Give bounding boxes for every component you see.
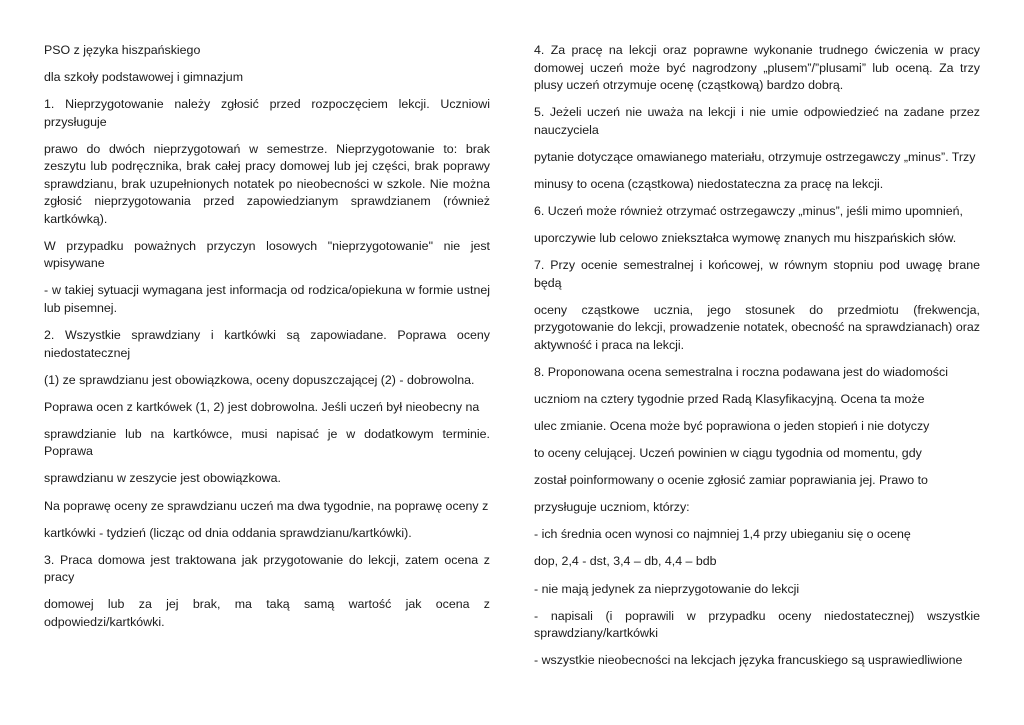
paragraph: 5. Jeżeli uczeń nie uważa na lekcji i nie umie odpowiedzieć na zadane przez nauczyciela xyxy=(534,105,980,137)
paragraph: sprawdzianu w zeszycie jest obowiązkowa. xyxy=(44,471,281,486)
paragraph: 2. Wszystkie sprawdziany i kartkówki są zapowiadane. Poprawa oceny niedostatecznej xyxy=(44,328,490,360)
paragraph: 6. Uczeń może również otrzymać ostrzegawczy „minus”, jeśli mimo upomnień, xyxy=(534,203,963,218)
paragraph: 3. Praca domowa jest traktowana jak przygotowanie do lekcji, zatem ocena z pracy xyxy=(44,552,490,585)
paragraph: (1) ze sprawdzianu jest obowiązkowa, oceny dopuszczającej (2) - dobrowolna. xyxy=(44,372,475,387)
paragraph: uczniom na cztery tygodnie przed Radą Klasyfikacyjną. Ocena ta może xyxy=(534,391,925,406)
doc-subtitle: dla szkoły podstawowej i gimnazjum xyxy=(44,70,244,85)
paragraph: uporczywie lub celowo zniekształca wymowę znanych mu hiszpańskich słów. xyxy=(534,230,957,245)
paragraph: to oceny celującej. Uczeń powinien w ciągu tygodnia od momentu, gdy xyxy=(534,446,922,461)
paragraph: prawo do dwóch nieprzygotowań w semestrze. Nieprzygotowanie to: brak zeszytu lub podręcznika, brak całej pracy domowej lub jej części, brak poprawy sprawdzianu, brak uzupełnionych notatek po nieobecności w szkole. Nie można zgłosić nieprzygotowania przed zapowiedzianym sprawdzianem (również kartkówką). xyxy=(44,141,490,226)
paragraph: domowej lub za jej brak, ma taką samą wartość jak ocena z odpowiedzi/kartkówki. xyxy=(44,597,490,629)
paragraph: oceny cząstkowe ucznia, jego stosunek do przedmiotu (frekwencja, przygotowanie do lekcji, prowadzenie notatek, obecność na sprawdzianach) oraz aktywność i praca na lekcji. xyxy=(534,302,980,352)
paragraph: minusy to ocena (cząstkowa) niedostateczna za pracę na lekcji. xyxy=(534,176,884,191)
paragraph: przysługuje uczniom, którzy: xyxy=(534,500,690,515)
paragraph: - w takiej sytuacji wymagana jest informacja od rodzica/opiekuna w formie ustnej lub pisemnej. xyxy=(44,283,490,315)
paragraph: W przypadku poważnych przyczyn losowych "nieprzygotowanie" nie jest wpisywane xyxy=(44,238,490,271)
paragraph: Na poprawę oceny ze sprawdzianu uczeń ma dwa tygodnie, na poprawę oceny z xyxy=(44,498,489,513)
paragraph: kartkówki - tydzień (licząc od dnia oddania sprawdzianu/kartkówki). xyxy=(44,525,412,540)
paragraph: 1. Nieprzygotowanie należy zgłosić przed rozpoczęciem lekcji. Uczniowi przysługuje xyxy=(44,97,490,129)
list-item: - ich średnia ocen wynosi co najmniej 1,4 przy ubieganiu się o ocenę xyxy=(534,527,911,542)
paragraph: 8. Proponowana ocena semestralna i roczna podawana jest do wiadomości xyxy=(534,364,948,379)
left-column xyxy=(44,42,490,641)
paragraph: Poprawa ocen z kartkówek (1, 2) jest dobrowolna. Jeśli uczeń był nieobecny na xyxy=(44,399,480,414)
list-item: - wszystkie nieobecności na lekcjach języka francuskiego są usprawiedliwione xyxy=(534,653,963,668)
right-column xyxy=(534,42,980,679)
paragraph: ulec zmianie. Ocena może być poprawiona o jeden stopień i nie dotyczy xyxy=(534,418,930,433)
doc-title: PSO z języka hiszpańskiego xyxy=(44,43,201,57)
list-item: - nie mają jedynek za nieprzygotowanie do lekcji xyxy=(534,581,800,596)
paragraph: sprawdzianie lub na kartkówce, musi napisać je w dodatkowym terminie. Poprawa xyxy=(44,426,490,459)
paragraph: 7. Przy ocenie semestralnej i końcowej, w równym stopniu pod uwagę brane będą xyxy=(534,258,980,290)
paragraph: pytanie dotyczące omawianego materiału, otrzymuje ostrzegawczy „minus”. Trzy xyxy=(534,149,976,164)
paragraph: został poinformowany o ocenie zgłosić zamiar poprawiania jej. Prawo to xyxy=(534,473,928,488)
paragraph: 4. Za pracę na lekcji oraz poprawne wykonanie trudnego ćwiczenia w pracy domowej uczeń może być nagrodzony „plusem”/”plusami” lub oceną. Za trzy plusy uczeń otrzymuje ocenę (cząstkową) bardzo dobrą. xyxy=(534,43,980,92)
list-item: dop, 2,4 - dst, 3,4 – db, 4,4 – bdb xyxy=(534,554,717,569)
list-item: - napisali (i poprawili w przypadku oceny niedostatecznej) wszystkie sprawdziany/kartkówki xyxy=(534,608,980,641)
